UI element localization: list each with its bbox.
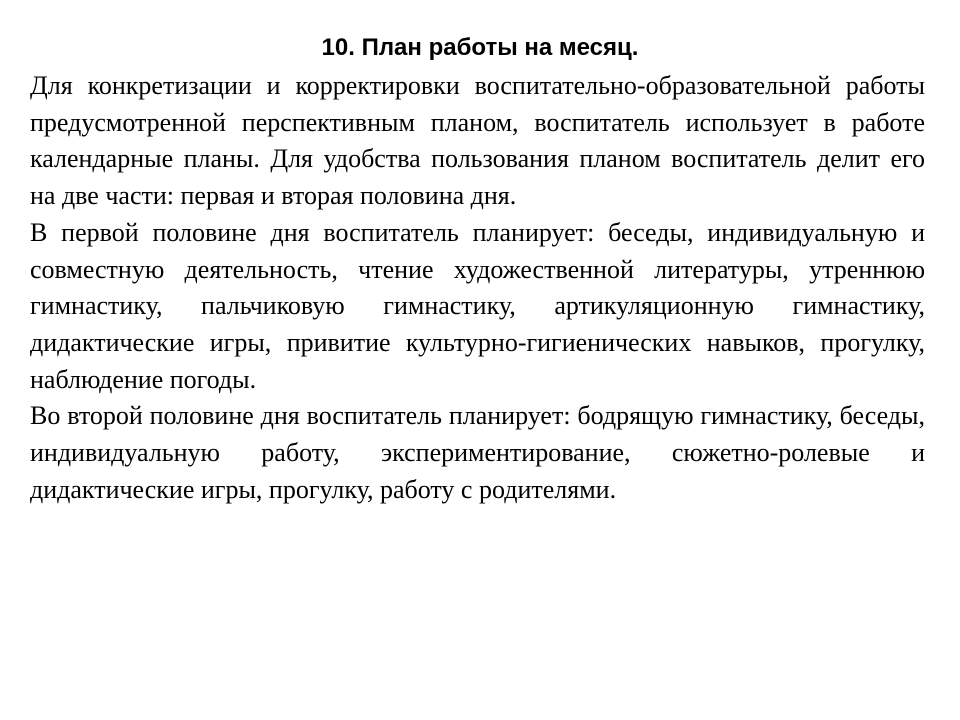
paragraph-second-half: Во второй половине дня воспитатель планирует: бодрящую гимнастику, беседы, индивидуальную работу, экспериментирование, сюжетно-ролевые и дидактические игры, прогулку, работу с родителями. — [30, 401, 925, 504]
paragraph-first-half: В первой половине дня воспитатель планирует: беседы, индивидуальную и совместную деятельность, чтение художественной литературы, утреннюю гимнастику, пальчиковую гимнастику, артикуляционную гимнастику, дидактические игры, привитие культурно-гигиенических навыков, прогулку, наблюдение погоды. — [30, 217, 925, 394]
page-title: 10. План работы на месяц. — [321, 34, 639, 61]
body-text — [30, 68, 925, 508]
paragraph-intro: Для конкретизации и корректировки воспитательно-образовательной работы предусмотренной перспективным планом, воспитатель использует в работе календарные планы. Для удобства пользования планом воспитатель делит его на две части: первая и вторая половина дня. — [30, 71, 925, 211]
